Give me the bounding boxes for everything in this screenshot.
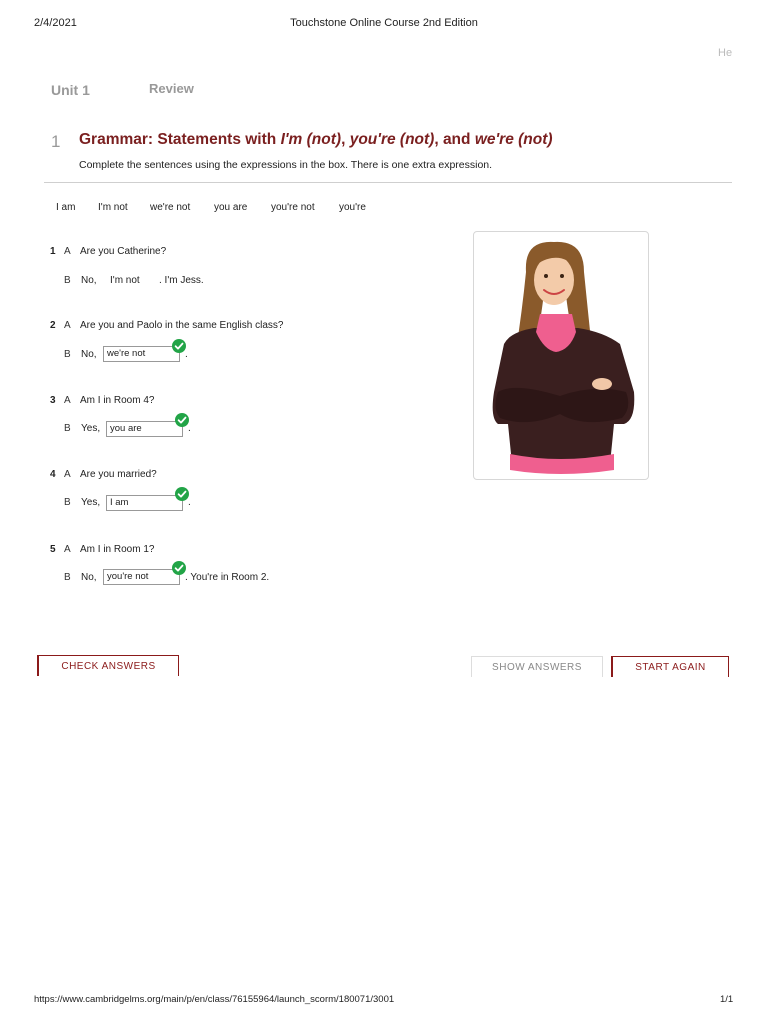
word-box-item: I'm not	[98, 202, 128, 213]
check-answers-button[interactable]: CHECK ANSWERS	[37, 655, 179, 676]
review-tab[interactable]: Review	[149, 81, 194, 96]
question-number: 1	[50, 246, 56, 257]
answer-prefix: Yes,	[81, 497, 101, 508]
question-text: Am I in Room 4?	[80, 395, 155, 406]
answer-field[interactable]: you're not	[103, 569, 180, 585]
question-number: 4	[50, 469, 56, 480]
answer-field[interactable]: we're not	[103, 346, 180, 362]
speaker-a-label: A	[64, 246, 71, 257]
print-title: Touchstone Online Course 2nd Edition	[290, 17, 478, 29]
unit-tab[interactable]: Unit 1	[51, 82, 90, 98]
student-photo	[473, 231, 649, 480]
speaker-a-label: A	[64, 469, 71, 480]
answer-given: I'm not	[110, 275, 140, 286]
answer-field[interactable]: you are	[106, 421, 183, 437]
footer-url: https://www.cambridgelms.org/main/p/en/class/76155964/launch_scorm/180071/3001	[34, 994, 395, 1005]
speaker-a-label: A	[64, 544, 71, 555]
start-again-button[interactable]: START AGAIN	[611, 656, 729, 677]
correct-check-icon	[175, 413, 189, 427]
word-box-item: I am	[56, 202, 76, 213]
title-part: I'm (not)	[280, 131, 342, 148]
word-box-item: you are	[214, 202, 248, 213]
answer-suffix: .	[185, 349, 188, 360]
title-part: we're (not)	[474, 131, 553, 148]
title-part: , and	[434, 131, 475, 148]
word-box-item: we're not	[150, 202, 191, 213]
answer-prefix: No,	[81, 349, 97, 360]
question-number: 5	[50, 544, 56, 555]
divider	[44, 182, 732, 183]
question-text: Am I in Room 1?	[80, 544, 155, 555]
footer-page-number: 1/1	[720, 994, 734, 1005]
answer-suffix: .	[188, 423, 191, 434]
speaker-b-label: B	[64, 572, 71, 583]
question-number: 3	[50, 395, 56, 406]
title-part: Grammar: Statements with	[79, 131, 281, 148]
question-text: Are you Catherine?	[80, 246, 167, 257]
speaker-b-label: B	[64, 423, 71, 434]
answer-prefix: Yes,	[81, 423, 101, 434]
question-text: Are you and Paolo in the same English class?	[80, 320, 284, 331]
print-date: 2/4/2021	[34, 17, 77, 29]
correct-check-icon	[172, 339, 186, 353]
speaker-a-label: A	[64, 320, 71, 331]
title-part: you're (not)	[349, 131, 435, 148]
help-link[interactable]: He	[718, 47, 733, 59]
speaker-b-label: B	[64, 349, 71, 360]
title-part: ,	[341, 131, 350, 148]
answer-prefix: No,	[81, 572, 97, 583]
question-text: Are you married?	[80, 469, 157, 480]
answer-suffix: . I'm Jess.	[159, 275, 204, 286]
student-illustration	[474, 232, 648, 479]
speaker-a-label: A	[64, 395, 71, 406]
exercise-title	[79, 131, 553, 149]
question-number: 2	[50, 320, 56, 331]
answer-field[interactable]: I am	[106, 495, 183, 511]
show-answers-button[interactable]: SHOW ANSWERS	[471, 656, 603, 677]
correct-check-icon	[175, 487, 189, 501]
correct-check-icon	[172, 561, 186, 575]
speaker-b-label: B	[64, 275, 71, 286]
answer-suffix: . You're in Room 2.	[185, 572, 270, 583]
exercise-instructions: Complete the sentences using the expressions in the box. There is one extra expression.	[79, 159, 493, 171]
word-box-item: you're not	[271, 202, 315, 213]
word-box-item: you're	[339, 202, 366, 213]
exercise-number: 1	[51, 132, 61, 151]
speaker-b-label: B	[64, 497, 71, 508]
answer-prefix: No,	[81, 275, 97, 286]
answer-suffix: .	[188, 497, 191, 508]
